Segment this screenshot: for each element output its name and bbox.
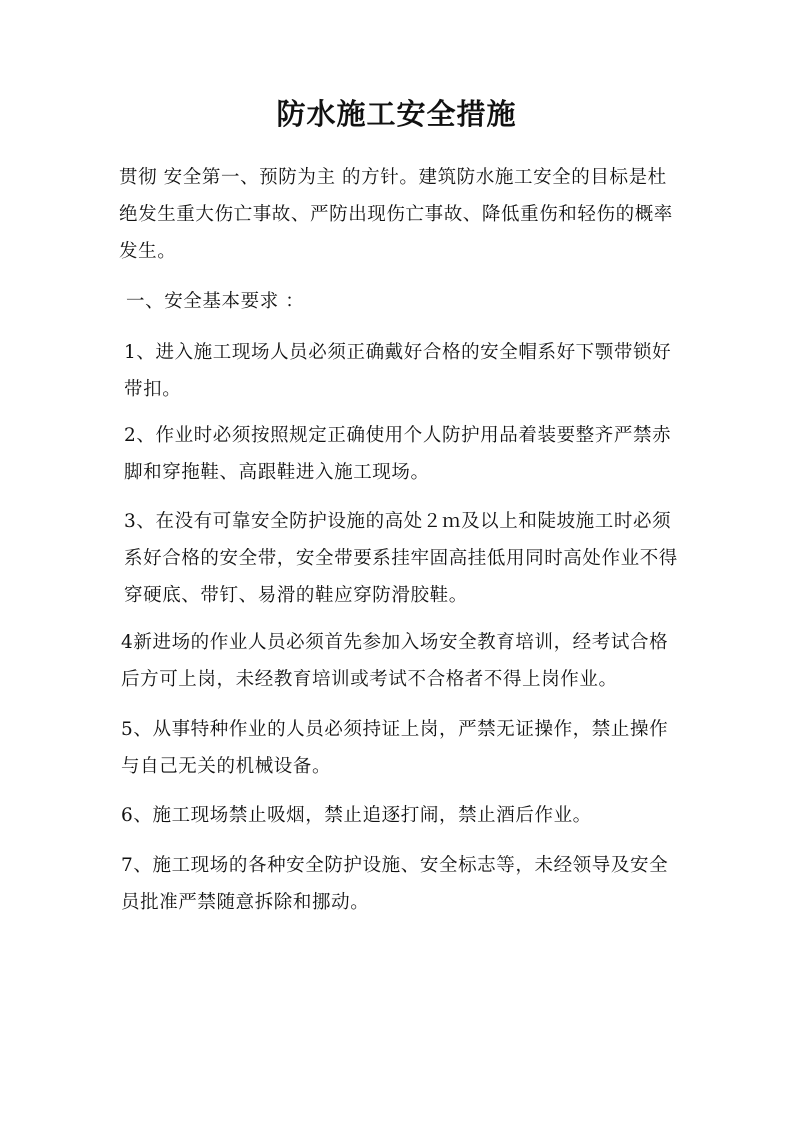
document-title: 防水施工安全措施 — [276, 97, 517, 131]
requirement-item-2: 2、作业时必须按照规定正确使用个人防护用品着装要整齐严禁赤脚和穿拖鞋、高跟鞋进入施工现场。 — [124, 425, 672, 483]
requirement-item-7: 7、施工现场的各种安全防护设施、安全标志等，未经领导及安全员批准严禁随意拆除和挪动。 — [121, 855, 669, 913]
requirement-item-3: 3、在没有可靠安全防护设施的高处２ｍ及以上和陡坡施工时必须系好合格的安全带，安全带要系挂牢固高挂低用同时高处作业不得穿硬底、带钉、易滑的鞋应穿防滑胶鞋。 — [124, 511, 678, 606]
requirement-item-4: 4新进场的作业人员必须首先参加入场安全教育培训，经考试合格后方可上岗，未经教育培训或考试不合格者不得上岗作业。 — [121, 632, 669, 690]
requirement-item-5: 5、从事特种作业的人员必须持证上岗，严禁无证操作，禁止操作与自己无关的机械设备。 — [121, 719, 669, 777]
requirement-item-1: 1、进入施工现场人员必须正确戴好合格的安全帽系好下颚带锁好带扣。 — [124, 342, 672, 400]
section-heading: 一、安全基本要求 ： — [126, 291, 305, 312]
intro-paragraph: 贯彻 安全第一、预防为主 的方针。建筑防水施工安全的目标是杜绝发生重大伤亡事故、严防出现伤亡事故、降低重伤和轻伤的概率发生。 — [119, 167, 673, 262]
requirement-item-6: 6、施工现场禁止吸烟，禁止追逐打闹，禁止酒后作业。 — [121, 805, 592, 826]
